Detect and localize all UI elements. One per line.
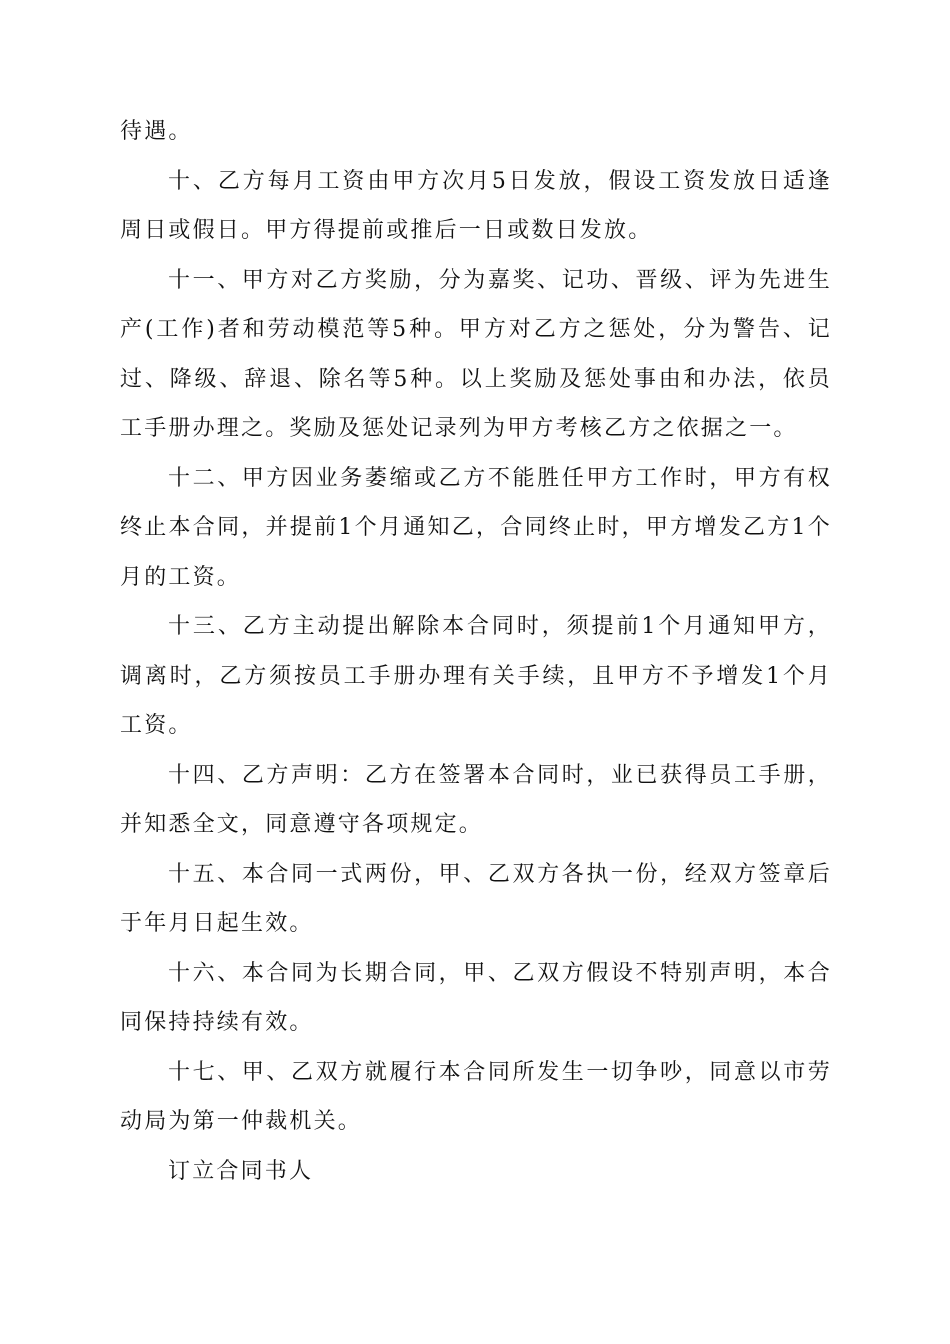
clause-17-arbitration: 十七、甲、乙双方就履行本合同所发生一切争吵，同意以市劳动局为第一仲裁机关。	[120, 1059, 832, 1134]
paragraph-continuation: 待遇。	[120, 119, 193, 144]
clause-12-termination-by-employer: 十二、甲方因业务萎缩或乙方不能胜任甲方工作时，甲方有权终止本合同，并提前1个月通知乙，合同终止时，甲方增发乙方1个月的工资。	[120, 465, 832, 590]
clause-14-declaration: 十四、乙方声明：乙方在签署本合同时，业已获得员工手册，并知悉全文，同意遵守各项规定。	[120, 762, 832, 837]
clause-15-copies-effective: 十五、本合同一式两份，甲、乙双方各执一份，经双方签章后于年月日起生效。	[120, 861, 832, 936]
clause-16-long-term: 十六、本合同为长期合同，甲、乙双方假设不特别声明，本合同保持持续有效。	[120, 960, 832, 1035]
clause-10-salary-payment: 十、乙方每月工资由甲方次月5日发放，假设工资发放日适逢周日或假日。甲方得提前或推后一日或数日发放。	[120, 168, 832, 243]
document-body	[120, 107, 832, 1196]
clause-13-termination-by-employee: 十三、乙方主动提出解除本合同时，须提前1个月通知甲方，调离时，乙方须按员工手册办理有关手续，且甲方不予增发1个月工资。	[120, 614, 832, 738]
signatory-label: 订立合同书人	[168, 1158, 314, 1184]
clause-11-rewards-penalties: 十一、甲方对乙方奖励，分为嘉奖、记功、晋级、评为先进生产(工作)者和劳动模范等5种。甲方对乙方之惩处，分为警告、记过、降级、辞退、除名等5种。以上奖励及惩处事由和办法，依员工手册办理之。奖励及惩处记录列为甲方考核乙方之依据之一。	[120, 267, 832, 441]
